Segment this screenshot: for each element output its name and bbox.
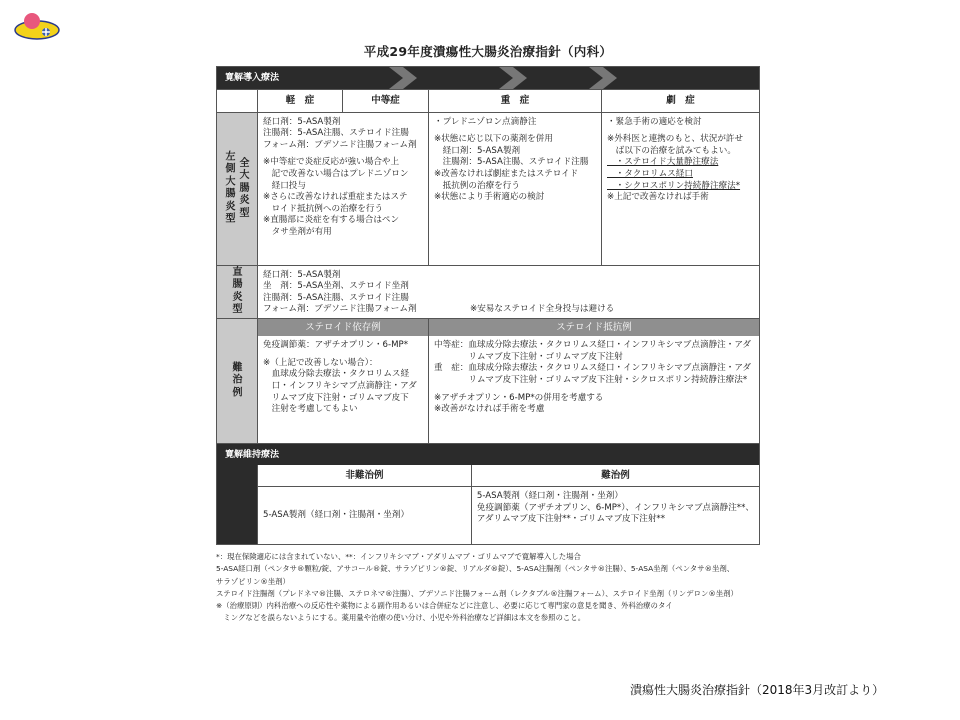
text-line: ば以下の治療を試みてもよい。 <box>607 145 736 156</box>
text-line: 注腸剤：5-ASA注腸、ステロイド注腸 <box>434 157 589 168</box>
header-refractory: 難治例 <box>472 465 759 488</box>
text-line: ※さらに改善なければ重症またはステ <box>263 192 408 203</box>
section-label-maintenance: 寛解維持療法 <box>225 449 280 460</box>
chevron-right-icon <box>589 67 617 89</box>
text-line: ※（上記で改善しない場合）： <box>263 357 378 368</box>
text-line: 注腸剤：5-ASA注腸、ステロイド注腸 <box>263 292 409 303</box>
text-line: ※外科医と連携のもと、状況が許せ <box>607 134 744 145</box>
proctitis-note: ※安易なステロイド全身投与は避ける <box>470 303 615 314</box>
text-line: 経口剤：5-ASA製剤 <box>263 116 341 127</box>
text-line: ・ステロイド大量静注療法 <box>607 157 719 168</box>
non-refractory-text: 5-ASA製剤（経口剤・注腸剤・坐剤） <box>263 509 410 520</box>
text-line: ※状態に応じ以下の薬剤を併用 <box>434 134 553 145</box>
text-line: サラゾピリン®坐剤） <box>216 576 290 586</box>
text-line: ※状態により手術適応の検討 <box>434 192 545 203</box>
text-line: 経口剤：5-ASA製剤 <box>434 145 521 156</box>
header-non-refractory: 非難治例 <box>258 465 471 488</box>
steroid-dependent-text <box>258 336 428 420</box>
side-label-refractory: 難治例 <box>217 319 258 443</box>
treatment-table <box>216 66 760 545</box>
footer-source: 潰瘍性大腸炎治療指針（2018年3月改訂より） <box>630 683 885 697</box>
text-line: タサ坐剤が有用 <box>263 226 332 237</box>
text-line: 5-ASA製剤（経口剤・注腸剤・坐剤） <box>476 491 623 502</box>
text-line: 抵抗例の治療を行う <box>434 180 520 191</box>
text-line: 坐 剤：5-ASA坐剤、ステロイド坐剤 <box>263 281 409 292</box>
page-title: 平成29年度潰瘍性大腸炎治療指針（内科） <box>363 44 613 59</box>
text-line: ・緊急手術の適応を検討 <box>607 116 702 127</box>
text-line: *：現在保険適応には含まれていない、**：インフリキシマブ・アダリムマブ・ゴリムマブで寛解導入した場合 <box>216 552 581 561</box>
header-fulminant: 劇 症 <box>666 95 695 106</box>
cell-proctitis <box>258 266 759 318</box>
header-mild: 軽 症 <box>258 90 343 112</box>
footnotes <box>216 551 776 625</box>
chevron-right-icon <box>389 67 417 89</box>
text-line: フォーム剤：ブデソニド注腸フォーム剤 <box>263 139 417 150</box>
text-line: ※（治療原則）内科治療への反応性や薬物による副作用あるいは合併症などに注意し、必要に応じて専門家の意見を聞き、外科治療のタイ <box>216 601 673 611</box>
text-line: 重 症：血球成分除去療法・タクロリムス経口・インフリキシマブ点滴静注・アダ <box>434 363 751 374</box>
text-line: 血球成分除去療法・タクロリムス経 <box>263 369 410 380</box>
text-line: 5-ASA経口剤（ペンタサ®顆粒/錠、アサコール®錠、サラゾピリン®錠、リアルダ®錠）、5-ASA注腸剤（ペンタサ®注腸）、5-ASA坐剤（ペンタサ®坐剤、 <box>216 564 735 574</box>
section-bar-maintenance <box>217 443 759 465</box>
text-line: ・シクロスポリン持続静注療法* <box>607 180 741 191</box>
cell-steroid-dependent <box>258 319 429 443</box>
text-line: 口・インフリキシマブ点滴静注・アダ <box>263 380 417 391</box>
text-line: ※直腸部に炎症を有する場合はペン <box>263 215 400 226</box>
chevron-right-icon <box>499 67 527 89</box>
text-line: ミングなどを誤らないようにする。薬用量や治療の使い分け、小児や外科治療など詳細は本文を参照のこと。 <box>216 613 586 623</box>
text-line: 中等症：血球成分除去療法・タクロリムス経口・インフリキシマブ点滴静注・アダ <box>434 340 751 351</box>
steroid-resistant-text <box>429 336 759 420</box>
text-line: ロイド抵抗例への治療を行う <box>263 203 384 214</box>
refractory-text <box>472 487 759 530</box>
header-moderate: 中等症 <box>343 90 429 112</box>
text-line: 免疫調節薬：アザチオプリン・6-MP* <box>263 340 409 351</box>
cell-steroid-resistant <box>429 319 759 443</box>
text-line: 注射を考慮してもよい <box>263 404 358 415</box>
row-total-left-colitis <box>217 112 759 265</box>
section-bar-induction <box>217 67 759 89</box>
cell-severe <box>429 113 602 265</box>
text-line: 経口剤：5-ASA製剤 <box>263 269 341 280</box>
text-line: ・タクロリムス経口 <box>607 168 693 179</box>
severe-text <box>434 117 596 204</box>
severity-header-row <box>217 89 759 112</box>
text-line: ・プレドニゾロン点滴静注 <box>434 116 537 127</box>
header-steroid-resistant: ステロイド抵抗例 <box>429 319 759 337</box>
text-line: リムマブ皮下注射・ゴリムマブ皮下注射・シクロスポリン持続静注療法* <box>434 374 748 385</box>
text-line: リムマブ皮下注射・ゴリムマブ皮下注射 <box>434 351 623 362</box>
text-line: アダリムマブ皮下注射**・ゴリムマブ皮下注射** <box>476 514 666 525</box>
mild-text <box>263 117 423 239</box>
side-label-left: 左側大腸炎型 <box>225 151 236 225</box>
text-line: ※上記で改善なければ手術 <box>607 192 709 203</box>
cell-non-refractory <box>258 465 472 544</box>
cell-mild-moderate <box>258 113 429 265</box>
cell-fulminant <box>602 113 759 265</box>
row-proctitis <box>217 265 759 318</box>
text-line: 免疫調節薬（アザチオプリン、6-MP*）、インフリキシマブ点滴静注**、 <box>476 502 754 513</box>
row-refractory <box>217 318 759 443</box>
text-line: ※改善がなければ手術を考慮 <box>434 404 545 415</box>
text-line: リムマブ皮下注射・ゴリムマブ皮下 <box>263 392 409 403</box>
text-line: ※改善なければ劇症またはステロイド <box>434 168 579 179</box>
text-line: 注腸剤：5-ASA注腸、ステロイド注腸 <box>263 128 409 139</box>
header-severe: 重 症 <box>429 90 602 112</box>
cell-refractory-maint <box>472 465 759 544</box>
section-label-induction: 寛解導入療法 <box>225 73 280 83</box>
text-line: フォーム剤：ブデソニド注腸フォーム剤 <box>263 304 417 315</box>
text-line: ※アザチオプリン・6-MP*の併用を考慮する <box>434 392 604 403</box>
fulminant-text <box>607 117 754 204</box>
text-line: ステロイド注腸剤（プレドネマ®注腸、ステロネマ®注腸）、ブデソニド注腸フォーム剤（レクタブル®注腸フォーム）、ステロイド坐剤（リンデロン®坐剤） <box>216 588 738 598</box>
text-line: 記で改善ない場合はプレドニゾロン <box>263 168 409 179</box>
side-label-proctitis: 直腸炎型 <box>217 266 258 318</box>
row-maintenance <box>217 465 759 544</box>
logo-icon <box>12 8 62 44</box>
side-label-total: 全大腸炎型 <box>239 157 250 219</box>
side-label-total-left <box>217 113 258 265</box>
text-line: 経口投与 <box>263 180 306 191</box>
header-steroid-dependent: ステロイド依存例 <box>258 319 428 337</box>
text-line: ※中等症で炎症反応が強い場合や上 <box>263 157 400 168</box>
